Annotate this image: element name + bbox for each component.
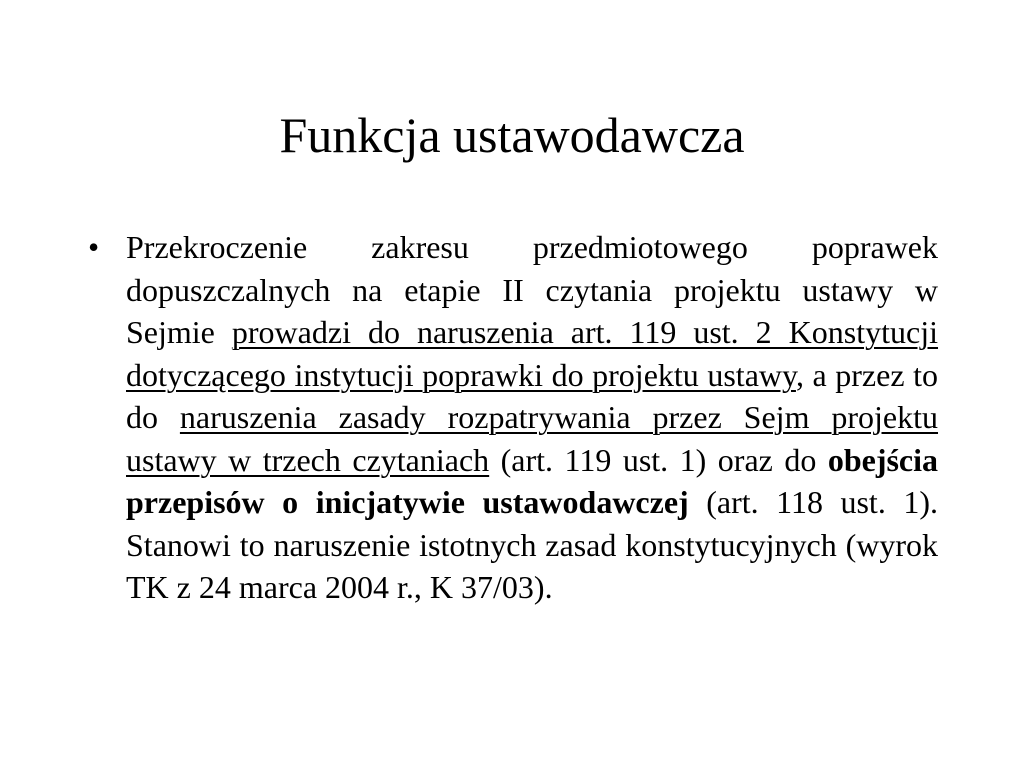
bullet-text-connector-1: , a przez to do: [126, 356, 939, 435]
bold-text-legislative-initiative: obejścia przepisów o inicjatywie ustawodawczej: [126, 441, 939, 520]
bullet-dot-icon: •: [88, 229, 100, 265]
slide-title: Funkcja ustawodawcza: [279, 107, 745, 163]
bullet-text-connector-2: (art. 119 ust. 1) oraz do: [489, 441, 828, 478]
bullet-text-conclusion: (art. 118 ust. 1). Stanowi to naruszenie istotnych zasad konstytucyjnych (wyrok TK z 24 marca 2004 r., K 37/03).: [126, 484, 939, 605]
underlined-text-art-119-ust-2: prowadzi do naruszenia art. 119 ust. 2 Konstytucji dotyczącego instytucji poprawki do projektu ustawy: [126, 314, 939, 393]
bullet-item: [86, 226, 938, 609]
underlined-text-three-readings: naruszenia zasady rozpatrywania przez Sejm projektu ustawy w trzech czytaniach: [126, 399, 939, 478]
bullet-list: [86, 226, 938, 609]
bullet-text-intro: Przekroczenie zakresu przedmiotowego poprawek dopuszczalnych na etapie II czytania projektu ustawy w Sejmie: [126, 229, 938, 350]
